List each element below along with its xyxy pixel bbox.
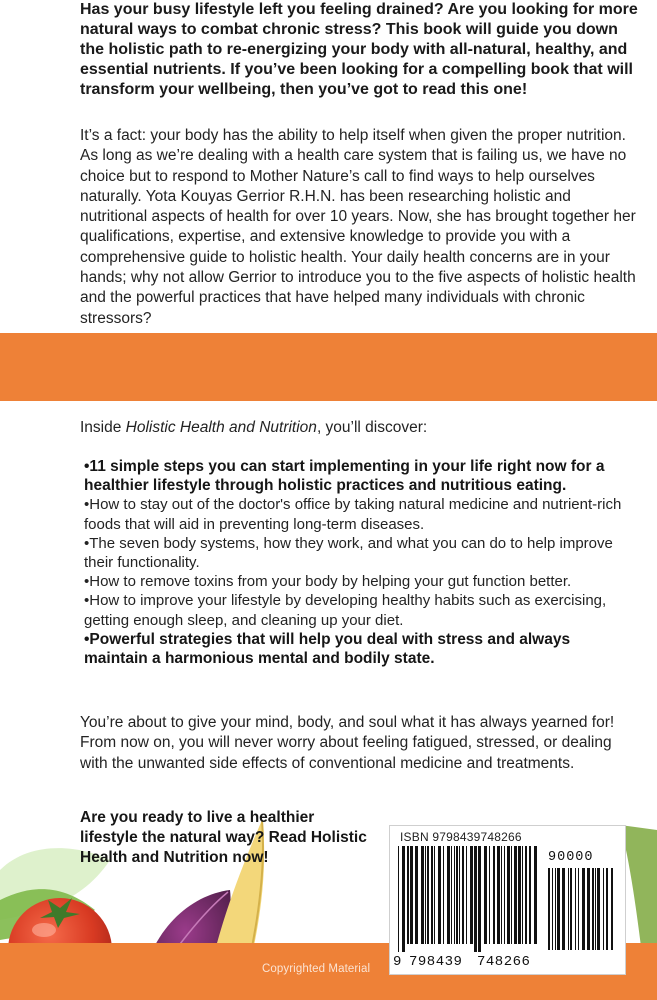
barcode-bar <box>470 846 473 944</box>
barcode-bar <box>529 846 531 944</box>
barcode-bar <box>454 846 455 944</box>
orange-divider-band <box>0 333 657 401</box>
inside-heading <box>80 418 640 438</box>
bullet-item: •The seven body systems, how they work, and what you can do to help improve their functionality. <box>84 534 613 572</box>
barcode-bar <box>611 868 613 950</box>
barcode-bar <box>438 846 441 944</box>
barcode-digit-group-2: 748266 <box>477 954 531 970</box>
barcode-bar <box>514 846 517 944</box>
bullet-item: •Powerful strategies that will help you deal with stress and always maintain a harmonious mental and bodily state. <box>84 630 571 668</box>
barcode-bar <box>402 846 405 952</box>
barcode-bar <box>497 846 500 944</box>
call-to-action: Are you ready to live a healthier lifestyle the natural way? Read Holistic Health and Nutrition now! <box>80 809 367 866</box>
barcode-bar <box>421 846 424 944</box>
barcode-bar <box>431 846 433 944</box>
barcode-bar <box>398 846 399 952</box>
bullet-item: •How to improve your lifestyle by developing healthy habits such as exercising, getting enough sleep, and cleaning up your diet. <box>84 592 607 629</box>
barcode-bar <box>518 846 521 944</box>
barcode-bar <box>407 846 409 944</box>
barcode-bar <box>504 846 505 944</box>
isbn-barcode <box>389 825 626 975</box>
barcode-bar <box>578 868 579 950</box>
barcode-bar <box>548 868 550 950</box>
barcode-bar <box>592 868 594 950</box>
barcode-bar <box>466 846 467 944</box>
barcode-bar <box>478 846 481 952</box>
barcode-bar <box>410 846 413 944</box>
barcode-bar <box>606 868 608 950</box>
barcode-bar <box>568 868 569 950</box>
barcode-digit-first: 9 <box>393 954 402 970</box>
barcode-bar <box>456 846 458 944</box>
barcode-bar <box>443 846 444 944</box>
barcode-bar <box>501 846 502 944</box>
bullet-item: •How to remove toxins from your body by helping your gut function better. <box>84 573 572 591</box>
barcode-bar <box>534 846 537 944</box>
isbn-label: ISBN 9798439748266 <box>400 830 522 844</box>
barcode-bar <box>447 846 450 944</box>
barcode-bar <box>575 868 576 950</box>
barcode-bar <box>434 846 435 944</box>
barcode-bar <box>525 846 527 944</box>
barcode-bar <box>562 868 565 950</box>
barcode-bar <box>425 846 426 944</box>
barcode-bar <box>451 846 452 944</box>
barcode-bar <box>570 868 572 950</box>
barcode-bar <box>474 846 477 952</box>
barcode-bar <box>511 846 512 944</box>
bullet-item: •How to stay out of the doctor's office by taking natural medicine and nutrient-rich foods that will aid in preventing long-term diseases. <box>84 496 622 533</box>
barcode-main-bars <box>396 846 542 952</box>
barcode-bar <box>507 846 510 944</box>
outro-paragraph: You’re about to give your mind, body, and soul what it has always yearned for! From now on, you will never worry about feeling fatigued, stressed, or dealing with the unwanted side effects of conventional medicine and treatments. <box>80 714 615 772</box>
intro-bold-paragraph: Has your busy lifestyle left you feeling drained? Are you looking for more natural ways to combat chronic stress? This book will guide you down the holistic path to re-energizing your body with all-natural, healthy, and essential nutrients. If you’ve been looking for a compelling book that will transform your wellbeing, then you’ve got to read this one! <box>80 1 638 98</box>
barcode-bar <box>597 868 600 950</box>
barcode-bar <box>493 846 495 944</box>
discover-bullet-list <box>84 457 624 668</box>
barcode-bar <box>484 846 487 944</box>
barcode-bar <box>459 846 460 944</box>
barcode-addon-bars <box>546 868 618 958</box>
barcode-bar <box>595 868 596 950</box>
barcode-bar <box>427 846 429 944</box>
barcode-bar <box>587 868 590 950</box>
inside-heading-prefix: Inside <box>80 419 126 436</box>
barcode-bar <box>415 846 418 944</box>
copyright-watermark: Copyrighted Material <box>262 963 371 975</box>
barcode-bar <box>555 868 556 950</box>
barcode-bar <box>557 868 560 950</box>
barcode-price-code: 90000 <box>548 850 594 865</box>
barcode-bar <box>603 868 604 950</box>
intro-body-paragraph: It’s a fact: your body has the ability to help itself when given the proper nutrition. As long as we’re dealing with a health care system that is failing us, we have no choice but to respond to Mother Nature’s call to find ways to help ourselves naturally. Yota Kouyas Gerrior R.H.N. has been researching holistic and nutritional aspects of health for over 10 years. Now, she has brought together her qualifications, expertise, and extensive knowledge to provide you with a comprehensive guide to holistic health. Your daily health concerns are in your hands; why not allow Gerrior to introduce you to the five aspects of holistic health and the powerful practices that have helped many individuals with chronic stressors? <box>80 127 636 327</box>
inside-heading-suffix: , you’ll discover: <box>316 419 428 436</box>
barcode-bar <box>462 846 464 944</box>
bullet-item: •11 simple steps you can start implementing in your life right now for a healthier lifestyle through holistic practices and nutritious eating. <box>84 458 605 495</box>
barcode-bar <box>582 868 585 950</box>
book-title-italic: Holistic Health and Nutrition <box>125 419 317 436</box>
tomato-highlight-shape <box>32 923 56 937</box>
barcode-bar <box>552 868 553 950</box>
barcode-bar <box>489 846 490 944</box>
barcode-digit-group-1: 798439 <box>409 954 463 970</box>
barcode-bar <box>522 846 523 944</box>
